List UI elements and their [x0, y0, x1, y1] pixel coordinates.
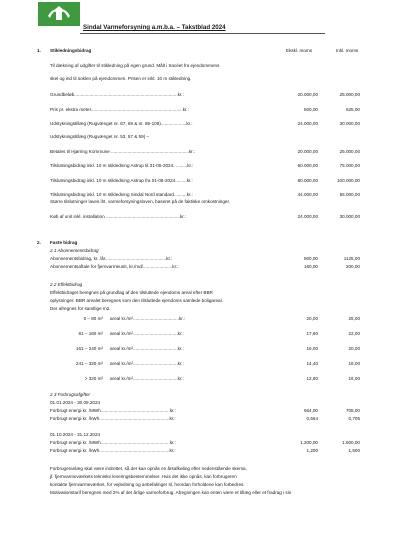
- table-row-incl: 75.000,00: [339, 163, 360, 168]
- table-row-incl: 1125,00: [343, 256, 360, 261]
- table-row-excl: 500,00: [303, 107, 318, 112]
- page-title: Sindal Varmeforsyning a.m.b.a. – Takstblad 2024: [83, 24, 226, 31]
- area-range: > 320 m²: [84, 376, 103, 381]
- sindal-logo-icon: [38, 2, 80, 26]
- table-row-incl: 55.000,00: [339, 192, 360, 197]
- section-1-heading: Stikledningsbidrag: [50, 48, 92, 53]
- table-row-excl: 564,00: [303, 408, 318, 413]
- section-2-number: 2.: [37, 240, 41, 245]
- table-row-excl: 17,60: [306, 331, 318, 336]
- table-row-incl: 30.000,00: [339, 121, 360, 126]
- table-row-incl: 25.000,00: [339, 92, 360, 97]
- table-row-incl: 22,00: [348, 331, 360, 336]
- table-row-incl: 100.000,00: [337, 178, 360, 183]
- table-row-label: Tilslutningsbidrag inkl. 10 m stikledning Astrup fra 01-06-2024.........kr.:: [50, 178, 193, 183]
- table-row-excl: 20.000,00: [297, 149, 318, 154]
- table-row-label: Pris pr. ekstra meter........................................................................kr.:: [50, 107, 189, 112]
- table-row-excl: 16,00: [306, 346, 318, 351]
- section-1-note: Større tilslutninger laves iht. varmeforsyningsloven, baseret på de faktiske omkostninger.: [50, 199, 231, 204]
- paragraph-line: oplysninger. BBR arealet beregnes som den tilsluttede ejendoms samlede boligareal.: [50, 298, 223, 303]
- table-row-label: Tilslutningsbidrag inkl. 10 m stikledning Sindal Nord standard..........kr.:: [50, 192, 193, 197]
- table-row-excl: 44.000,00: [297, 192, 318, 197]
- section-1-intro-line-1: Til dækning af udgifter til stikledning på egen grund. Målt i tracéet fra ejendommens: [50, 63, 220, 68]
- section-2-heading: Faste bidrag: [50, 240, 78, 245]
- paragraph-line: Effektbidraget beregnes på grundlag af den tilsluttede ejendoms areal efter BBR: [50, 290, 213, 295]
- table-row-excl: 60.000,00: [297, 163, 318, 168]
- table-row-incl: 200,00: [345, 264, 360, 269]
- table-row-excl: 24.000,00: [297, 121, 318, 126]
- period-label: 01.01.2024 - 30.09.2024: [50, 400, 101, 405]
- table-row-label: areal kr./m²...................................kr.:: [110, 361, 184, 366]
- area-range: 241 – 320 m²: [75, 361, 103, 366]
- period-label: 01.10.2024 - 31.12.2024: [50, 432, 101, 437]
- table-row-label: Forbrugt energi kr. /MWh......................................................kr.:: [50, 408, 176, 413]
- table-row-incl: 25,00: [348, 316, 360, 321]
- table-row-excl: 12,80: [306, 376, 318, 381]
- subsection-heading: 2.2 Effektbidrag: [50, 282, 83, 287]
- table-row-incl: 25.000,00: [339, 149, 360, 154]
- table-row-excl: 0,564: [306, 416, 318, 421]
- table-row-excl: 160,00: [303, 264, 318, 269]
- table-row-label: Tilslutningsbidrag inkl. 10 m stikledning Astrup til 31-05-2024...........kr.:: [50, 163, 194, 168]
- column-header-excl-vat: Ekskl. moms: [286, 48, 313, 53]
- table-row-label: Forbrugt energi kr. /kWh.......................................................kr.:: [50, 416, 176, 421]
- table-row-incl: 1,500: [348, 448, 360, 453]
- table-row-label: Forbrugt energi kr. /kWh.......................................................kr.:: [50, 448, 176, 453]
- table-row-incl: 705,00: [345, 408, 360, 413]
- table-row-incl: 625,00: [345, 107, 360, 112]
- table-row-incl: 1.500,00: [342, 440, 360, 445]
- table-row-label: areal kr./m²...................................kr.:: [110, 376, 184, 381]
- area-range: 81 – 160 m²: [78, 331, 103, 336]
- table-row-label: Forbrugt energi kr. /MWh......................................................kr.:: [50, 440, 176, 445]
- table-row-label: Grundbeløb.................................................................................kr.:: [50, 92, 184, 97]
- area-range: 161 – 240 m²: [75, 346, 103, 351]
- table-row-excl: 900,00: [303, 256, 318, 261]
- table-row-incl: 20,00: [348, 346, 360, 351]
- table-row-incl: 18,00: [348, 361, 360, 366]
- section-1-number: 1.: [37, 48, 41, 53]
- table-row-label: Abonnementsbidrag, kr. /år................................................kr.:: [50, 256, 173, 261]
- table-row-label: areal kr./m²....................................kr.:: [110, 316, 186, 321]
- table-row-label: areal kr./m²...................................kr.:: [110, 331, 184, 336]
- subsection-heading: 2.1 Abonnementsbidrag: [50, 248, 99, 253]
- table-row-label: areal kr./m²...................................kr.:: [110, 346, 184, 351]
- section-1-intro-line-2: skel og ind til soklen på ejendommen. Prisen er inkl. 10 m stikledning.: [50, 76, 192, 81]
- paragraph-line: jf. fjernvarmeværkets tekniske leveringsbestemmelser. Hvis det ikke opnås, kan forbrugeren: [50, 474, 237, 479]
- table-row-incl: 16,00: [348, 376, 360, 381]
- table-row-excl: 24.000,00: [297, 214, 318, 219]
- table-row-excl: 1,200: [306, 448, 318, 453]
- table-row-excl: 14,40: [306, 361, 318, 366]
- table-row-excl: 20,00: [306, 316, 318, 321]
- paragraph-line: kontakte fjernvarmeværket, for vejledning og anbefalinger til, hvordan forholdene kan forbedres.: [50, 482, 245, 487]
- table-row-incl: 0,705: [348, 416, 360, 421]
- table-row-incl: 30.000,00: [339, 214, 360, 219]
- paragraph-line: Der afregnes for samtlige m2.: [50, 306, 111, 311]
- title-divider: [80, 33, 325, 34]
- table-row-excl: 80.000,00: [297, 178, 318, 183]
- paragraph-line: Forbrugeranlæg skal være indrettet, så der kan opnås en årsafkøling efter nedenstående skema,: [50, 466, 247, 471]
- table-row-label: Abonnementsaftale for fjernvarmeunit, kr./md/.......................kr.:: [50, 264, 179, 269]
- area-range: 0 – 80 m²: [83, 316, 103, 321]
- paragraph-line: Motivationstarif beregnes med 2% af det årlige varmeforbrug. Afregningen kan enten være et tillæg eller et fradrag i sin: [50, 490, 292, 495]
- table-row-label: Udstykningstillæg (Rugvænget nr. 67, 69 & nr. 86-108)....................kr.:: [50, 121, 193, 126]
- table-row-label: Køb af unit inkl. installation ..........................................................kr.:: [50, 214, 187, 219]
- table-row-excl: 20.000,00: [297, 92, 318, 97]
- table-row-label: Betales til Hjørring Kommune .............................................................kr.:: [50, 149, 195, 154]
- column-header-incl-vat: Inkl. moms: [336, 48, 359, 53]
- table-row-excl: 1.200,00: [300, 440, 318, 445]
- subsection-heading: 2.3 Forbrugsafgifter: [50, 392, 91, 397]
- table-row-label: Udstykningstillæg (Rugvænget nr. 53, 57 & 59) –: [50, 134, 150, 139]
